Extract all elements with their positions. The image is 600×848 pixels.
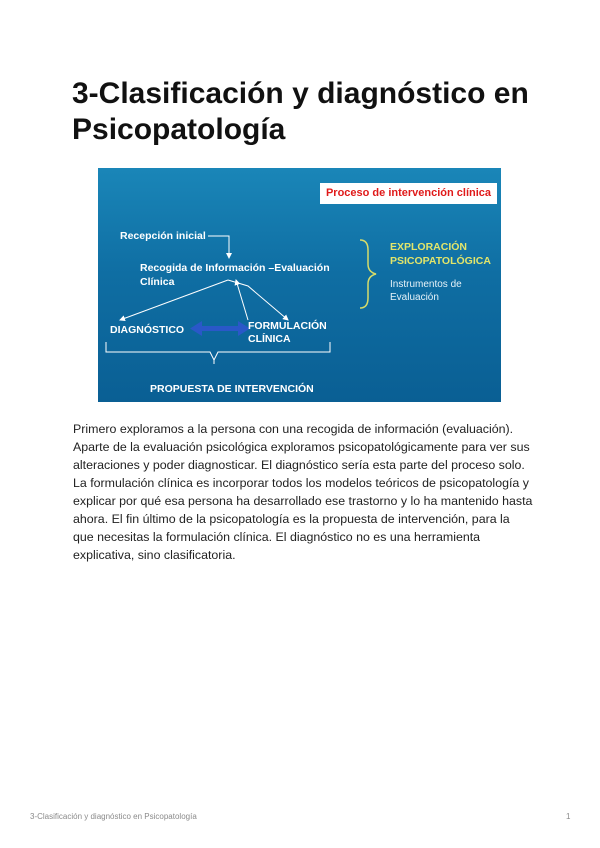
page-title: 3-Clasificación y diagnóstico en Psicopatología [72,77,529,146]
reception-arrow [208,236,229,258]
process-diagram-slide [98,168,501,402]
gathering-label-line1: Recogida de Información –Evaluación [140,262,330,274]
exploration-label-line2: PSICOPATOLÓGICA [390,255,491,267]
proposal-label: PROPUESTA DE INTERVENCIÓN [150,383,314,395]
return-arrow [236,280,248,320]
exploration-label-line1: EXPLORACIÓN [390,241,468,253]
formulation-label-line1: FORMULACIÓN [248,320,327,332]
right-brace-icon [360,240,376,308]
slide-header-box: Proceso de intervención clínica [320,183,497,204]
double-arrow-icon [190,321,250,336]
gathering-label-line2: Clínica [140,276,175,288]
instruments-label-line1: Instrumentos de [390,279,462,290]
formulation-label-line2: CLÍNICA [248,333,291,345]
reception-label: Recepción inicial [120,230,206,242]
diagnosis-label: DIAGNÓSTICO [110,324,185,336]
footer-doc-title: 3-Clasificación y diagnóstico en Psicopatología [30,812,197,821]
footer-page-number: 1 [566,812,571,821]
instruments-label-line2: Evaluación [390,292,439,303]
formulation-arrow [228,280,288,320]
body-paragraph: Primero exploramos a la persona con una recogida de información (evaluación). Aparte de la evaluación psicológica exploramos psicopatológicamente para ver sus alteraciones y poder diagnosticar. El diagnóstico sería esta parte del proceso solo. La formulación clínica es incorporar todos los modelos teóricos de psicopatología y explicar por qué esa persona ha desarrollado ese trastorno y lo ha mantenido hasta ahora. El fin último de la psicopatología es la propuesta de intervención, para la que necesitas la formulación clínica. El diagnóstico no es una herramienta explicativa, sino clasificatoria. [73,422,533,562]
bottom-brace-icon [106,342,330,360]
